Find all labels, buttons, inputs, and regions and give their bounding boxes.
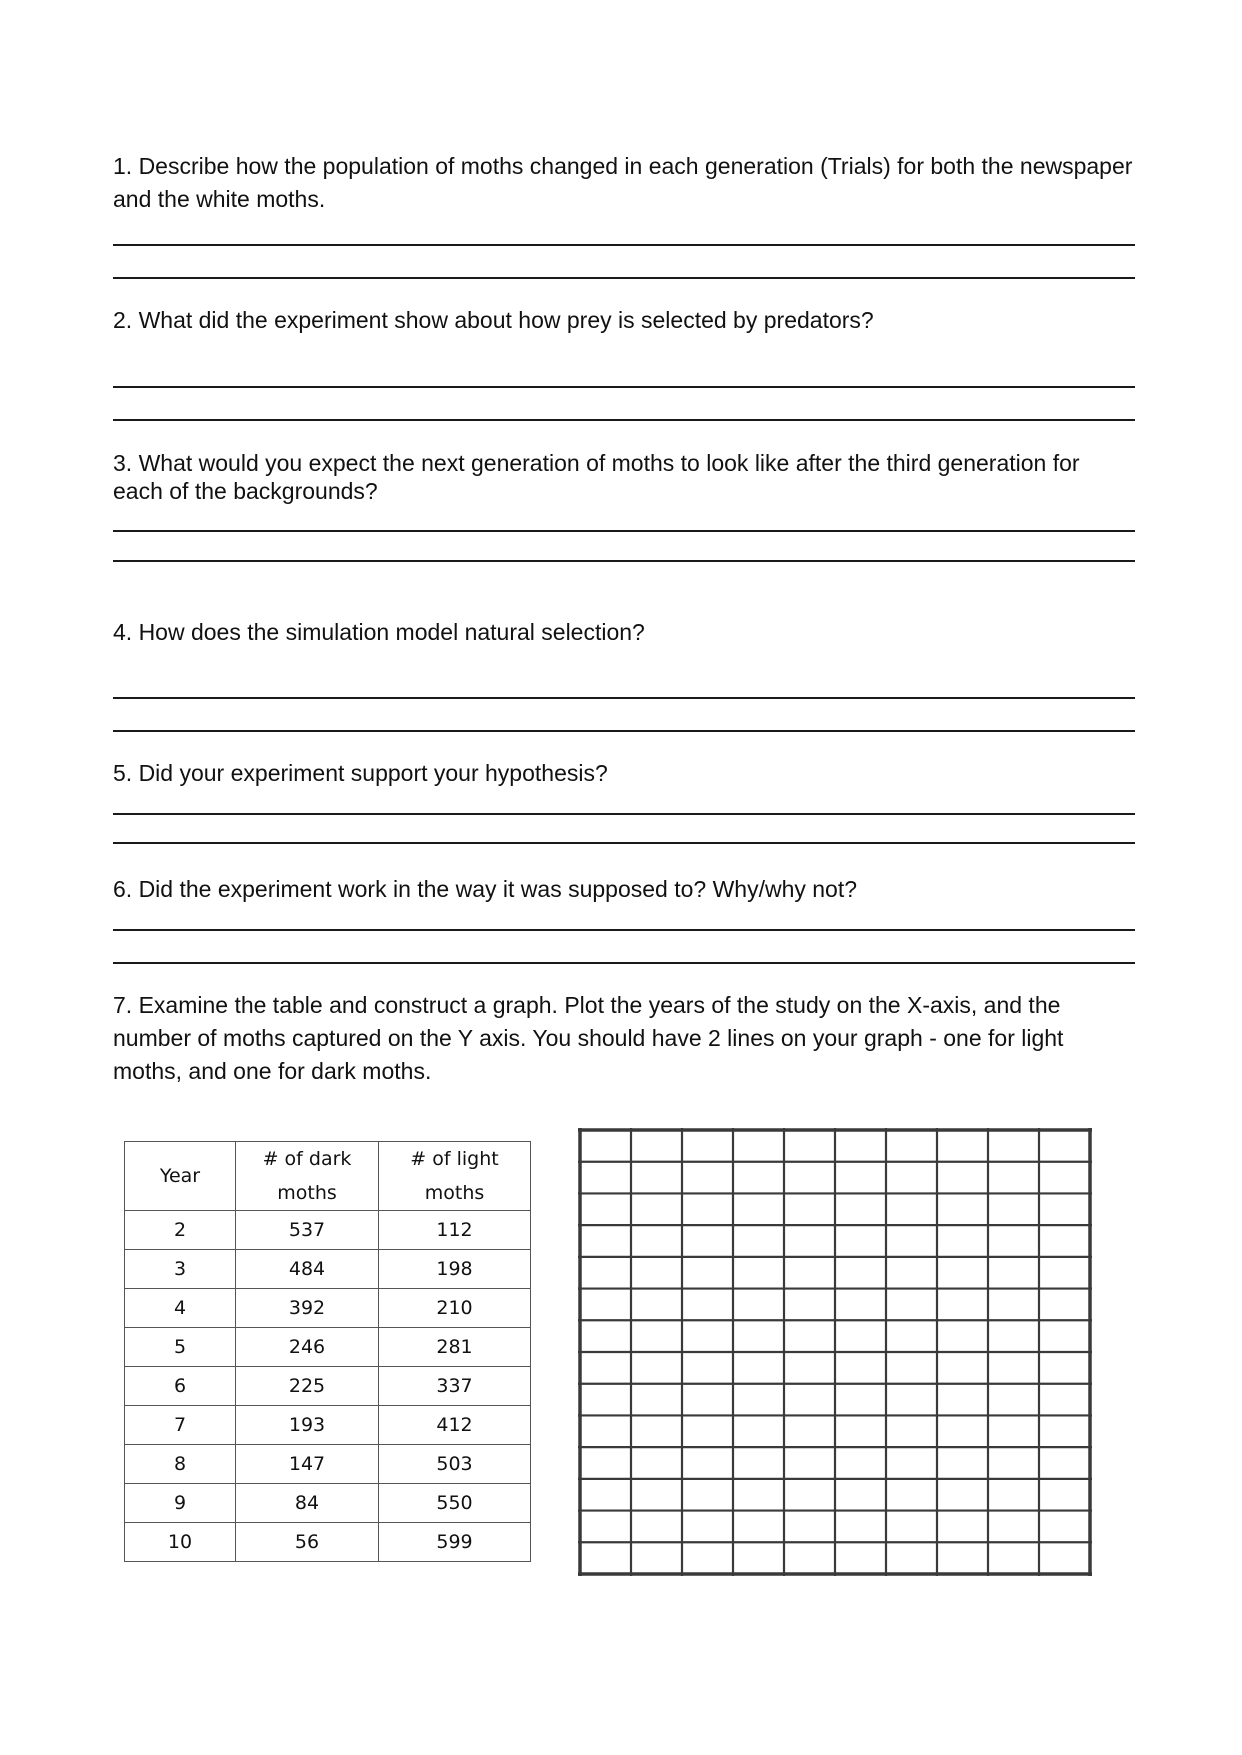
cell-year: 5 bbox=[125, 1328, 236, 1367]
cell-dark: 84 bbox=[236, 1484, 379, 1523]
table-row bbox=[125, 1445, 531, 1484]
answer-line[interactable] bbox=[113, 277, 1135, 279]
cell-light: 412 bbox=[379, 1406, 531, 1445]
question-1: 1. Describe how the population of moths changed in each generation (Trials) for both the newspaper and the white moths. bbox=[113, 153, 1133, 212]
cell-year: 8 bbox=[125, 1445, 236, 1484]
cell-year: 9 bbox=[125, 1484, 236, 1523]
cell-dark: 147 bbox=[236, 1445, 379, 1484]
answer-line[interactable] bbox=[113, 962, 1135, 964]
cell-year: 4 bbox=[125, 1289, 236, 1328]
header-dark-moths: # of dark moths bbox=[236, 1142, 379, 1211]
answer-line[interactable] bbox=[113, 697, 1135, 699]
answer-line[interactable] bbox=[113, 929, 1135, 931]
cell-dark: 193 bbox=[236, 1406, 379, 1445]
question-7: 7. Examine the table and construct a graph. Plot the years of the study on the X-axis, and the number of moths captured on the Y axis. You should have 2 lines on your graph - one for light moths, and one for dark moths. bbox=[113, 992, 1064, 1084]
answer-line[interactable] bbox=[113, 386, 1135, 388]
question-6: 6. Did the experiment work in the way it was supposed to? Why/why not? bbox=[113, 876, 858, 902]
cell-dark: 246 bbox=[236, 1328, 379, 1367]
moth-data-table bbox=[124, 1141, 531, 1562]
table-row bbox=[125, 1289, 531, 1328]
table-row bbox=[125, 1328, 531, 1367]
table-row bbox=[125, 1484, 531, 1523]
question-3: 3. What would you expect the next generation of moths to look like after the third generation for each of the backgrounds? bbox=[113, 450, 1080, 504]
header-year: Year bbox=[125, 1142, 236, 1211]
cell-year: 2 bbox=[125, 1211, 236, 1250]
question-2: 2. What did the experiment show about how prey is selected by predators? bbox=[113, 307, 874, 333]
question-4: 4. How does the simulation model natural selection? bbox=[113, 619, 645, 645]
table-row bbox=[125, 1523, 531, 1562]
table-row bbox=[125, 1406, 531, 1445]
table-row bbox=[125, 1367, 531, 1406]
answer-line[interactable] bbox=[113, 244, 1135, 246]
blank-graph-grid[interactable] bbox=[578, 1128, 1096, 1578]
answer-line[interactable] bbox=[113, 730, 1135, 732]
answer-line[interactable] bbox=[113, 813, 1135, 815]
cell-dark: 392 bbox=[236, 1289, 379, 1328]
question-5: 5. Did your experiment support your hypothesis? bbox=[113, 760, 608, 786]
cell-dark: 56 bbox=[236, 1523, 379, 1562]
cell-dark: 225 bbox=[236, 1367, 379, 1406]
table-row bbox=[125, 1250, 531, 1289]
answer-line[interactable] bbox=[113, 560, 1135, 562]
answer-line[interactable] bbox=[113, 530, 1135, 532]
table-header-row bbox=[125, 1142, 531, 1211]
table-row bbox=[125, 1211, 531, 1250]
header-light-moths: # of light moths bbox=[379, 1142, 531, 1211]
cell-light: 503 bbox=[379, 1445, 531, 1484]
cell-light: 198 bbox=[379, 1250, 531, 1289]
cell-year: 7 bbox=[125, 1406, 236, 1445]
cell-dark: 484 bbox=[236, 1250, 379, 1289]
cell-light: 337 bbox=[379, 1367, 531, 1406]
cell-light: 599 bbox=[379, 1523, 531, 1562]
cell-year: 6 bbox=[125, 1367, 236, 1406]
cell-dark: 537 bbox=[236, 1211, 379, 1250]
answer-line[interactable] bbox=[113, 842, 1135, 844]
cell-light: 281 bbox=[379, 1328, 531, 1367]
cell-year: 10 bbox=[125, 1523, 236, 1562]
cell-year: 3 bbox=[125, 1250, 236, 1289]
cell-light: 550 bbox=[379, 1484, 531, 1523]
answer-line[interactable] bbox=[113, 419, 1135, 421]
cell-light: 112 bbox=[379, 1211, 531, 1250]
cell-light: 210 bbox=[379, 1289, 531, 1328]
